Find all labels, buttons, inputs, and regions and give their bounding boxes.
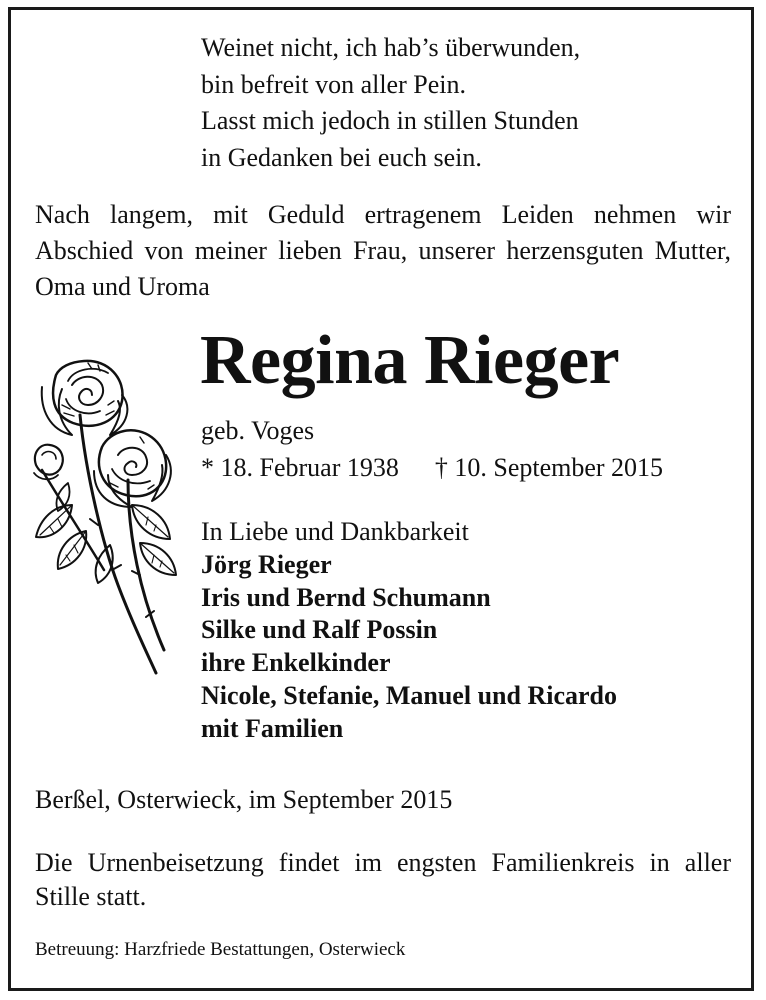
maiden-name: geb. Voges: [201, 416, 315, 445]
life-dates: [201, 451, 663, 485]
funeral-home: Betreuung: Harzfriede Bestattungen, Osterwieck: [35, 939, 406, 960]
rose-icon: [28, 355, 178, 680]
poem-line: Lasst mich jedoch in stillen Stunden: [201, 106, 579, 135]
burial-notice: Die Urnenbeisetzung findet im engsten Familienkreis in aller Stille statt.: [35, 848, 731, 911]
birth-date: * 18. Februar 1938: [201, 453, 399, 482]
poem-line: Weinet nicht, ich hab’s überwunden,: [201, 33, 581, 62]
mourner-name: Jörg Rieger: [201, 549, 332, 579]
deceased-name: Regina Rieger: [200, 322, 620, 399]
place-date: Berßel, Osterwieck, im September 2015: [35, 785, 453, 814]
poem-line: in Gedanken bei euch sein.: [201, 142, 482, 172]
mourner-name: Nicole, Stefanie, Manuel und Ricardo: [201, 680, 617, 710]
intro-text: Nach langem, mit Geduld ertragenem Leiden nehmen wir Abschied von meiner lieben Frau, unserer herzensguten Mutter, Oma und Uroma: [35, 200, 731, 301]
mourners-intro: In Liebe und Dankbarkeit: [201, 517, 469, 546]
mourners-list: [201, 516, 617, 746]
poem-line: bin befreit von aller Pein.: [201, 69, 466, 99]
death-date: † 10. September 2015: [434, 453, 664, 482]
mourner-name: mit Familien: [201, 713, 344, 743]
poem: [201, 30, 580, 176]
mourner-name: Iris und Bernd Schumann: [201, 582, 491, 612]
mourner-name: ihre Enkelkinder: [201, 648, 391, 678]
mourner-name: Silke und Ralf Possin: [201, 615, 438, 645]
